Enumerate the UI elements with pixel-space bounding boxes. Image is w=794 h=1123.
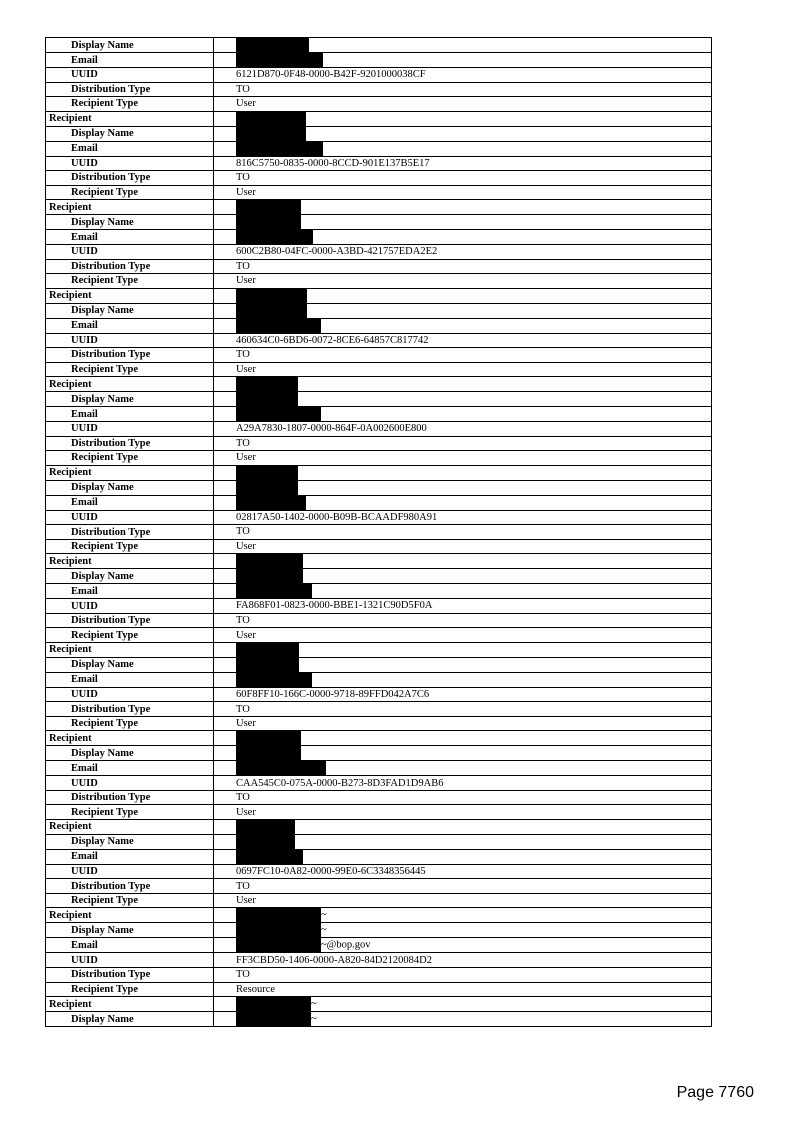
recipient-type-text: User — [236, 275, 256, 287]
display-name-value — [214, 480, 712, 495]
distribution-type-text: TO — [236, 969, 250, 981]
recipient-suffix: ~ — [321, 909, 327, 921]
recipient-type-value — [214, 805, 712, 820]
row-recipient — [46, 554, 712, 569]
display-name-value — [214, 38, 712, 53]
row-distribution-type — [46, 525, 712, 540]
uuid-value — [214, 333, 712, 348]
redaction-block — [236, 142, 323, 156]
distribution-type-text: TO — [236, 526, 250, 538]
row-recipient-type — [46, 893, 712, 908]
display-name-value — [214, 657, 712, 672]
display-name-suffix: ~ — [311, 1013, 317, 1025]
uuid-text: 02817A50-1402-0000-B09B-BCAADF980A91 — [236, 512, 438, 524]
row-email — [46, 938, 712, 953]
row-uuid — [46, 687, 712, 702]
display-name-value — [214, 303, 712, 318]
row-recipient — [46, 731, 712, 746]
email-label: Email — [46, 53, 214, 68]
row-display-name — [46, 569, 712, 584]
uuid-value — [214, 864, 712, 879]
uuid-value — [214, 599, 712, 614]
email-value — [214, 849, 712, 864]
row-email — [46, 318, 712, 333]
recipient-table-body — [46, 38, 712, 1027]
email-value — [214, 230, 712, 245]
uuid-value — [214, 510, 712, 525]
row-recipient — [46, 111, 712, 126]
distribution-type-value — [214, 702, 712, 717]
email-value — [214, 318, 712, 333]
redaction-block — [236, 1012, 311, 1026]
row-recipient — [46, 642, 712, 657]
row-distribution-type — [46, 967, 712, 982]
row-recipient-type — [46, 805, 712, 820]
redaction-block — [236, 289, 307, 303]
email-value — [214, 584, 712, 599]
recipient-type-text: User — [236, 452, 256, 464]
distribution-type-value — [214, 348, 712, 363]
uuid-value — [214, 422, 712, 437]
distribution-type-value — [214, 82, 712, 97]
email-value — [214, 407, 712, 422]
recipient-value — [214, 111, 712, 126]
row-uuid — [46, 422, 712, 437]
recipient-label: Recipient — [46, 200, 214, 215]
distribution-type-label: Distribution Type — [46, 259, 214, 274]
display-name-label: Display Name — [46, 834, 214, 849]
email-label: Email — [46, 584, 214, 599]
email-label: Email — [46, 938, 214, 953]
recipient-type-text: User — [236, 363, 256, 375]
row-recipient-type — [46, 982, 712, 997]
distribution-type-label: Distribution Type — [46, 436, 214, 451]
recipient-type-value — [214, 185, 712, 200]
recipient-type-label: Recipient Type — [46, 805, 214, 820]
recipient-label: Recipient — [46, 642, 214, 657]
redaction-block — [236, 997, 311, 1011]
recipient-label: Recipient — [46, 908, 214, 923]
display-name-label: Display Name — [46, 657, 214, 672]
row-distribution-type — [46, 436, 712, 451]
distribution-type-text: TO — [236, 172, 250, 184]
redaction-block — [236, 673, 312, 687]
recipient-value — [214, 377, 712, 392]
recipient-value — [214, 642, 712, 657]
uuid-label: UUID — [46, 599, 214, 614]
display-name-label: Display Name — [46, 303, 214, 318]
distribution-type-text: TO — [236, 438, 250, 449]
row-uuid — [46, 864, 712, 879]
row-display-name — [46, 746, 712, 761]
email-label: Email — [46, 495, 214, 510]
redaction-block — [236, 112, 306, 126]
uuid-text: 0697FC10-0A82-0000-99E0-6C3348356445 — [236, 866, 426, 878]
row-recipient-type — [46, 451, 712, 466]
recipient-value — [214, 465, 712, 480]
distribution-type-label: Distribution Type — [46, 790, 214, 805]
recipient-label: Recipient — [46, 111, 214, 126]
distribution-type-value — [214, 436, 712, 451]
redaction-block — [236, 392, 298, 406]
distribution-type-text: TO — [236, 260, 250, 272]
row-display-name — [46, 834, 712, 849]
distribution-type-value — [214, 967, 712, 982]
recipient-type-label: Recipient Type — [46, 628, 214, 643]
row-uuid — [46, 156, 712, 171]
recipient-type-value — [214, 274, 712, 289]
uuid-label: UUID — [46, 245, 214, 260]
recipient-label: Recipient — [46, 731, 214, 746]
distribution-type-text: TO — [236, 792, 250, 804]
redaction-block — [236, 850, 303, 864]
distribution-type-label: Distribution Type — [46, 613, 214, 628]
redaction-block — [236, 658, 299, 672]
redaction-block — [236, 407, 321, 421]
uuid-label: UUID — [46, 864, 214, 879]
row-distribution-type — [46, 613, 712, 628]
uuid-label: UUID — [46, 68, 214, 83]
distribution-type-text: TO — [236, 349, 250, 361]
recipient-type-text: User — [236, 98, 256, 110]
distribution-type-value — [214, 879, 712, 894]
uuid-text: FF3CBD50-1406-0000-A820-84D2120084D2 — [236, 954, 433, 966]
recipient-type-value — [214, 982, 712, 997]
recipient-suffix: ~ — [311, 998, 317, 1010]
display-name-label: Display Name — [46, 215, 214, 230]
row-uuid — [46, 68, 712, 83]
row-email — [46, 672, 712, 687]
distribution-type-value — [214, 259, 712, 274]
row-uuid — [46, 953, 712, 968]
recipient-type-value — [214, 451, 712, 466]
email-label: Email — [46, 407, 214, 422]
email-label: Email — [46, 230, 214, 245]
recipient-value — [214, 819, 712, 834]
row-recipient — [46, 465, 712, 480]
uuid-value — [214, 245, 712, 260]
row-recipient-type — [46, 185, 712, 200]
row-recipient — [46, 819, 712, 834]
email-label: Email — [46, 141, 214, 156]
redaction-block — [236, 377, 298, 391]
redaction-block — [236, 746, 301, 760]
redaction-block — [236, 230, 313, 244]
recipient-type-label: Recipient Type — [46, 893, 214, 908]
recipient-type-text: User — [236, 806, 256, 818]
row-display-name — [46, 215, 712, 230]
distribution-type-label: Distribution Type — [46, 967, 214, 982]
redaction-block — [236, 496, 306, 510]
recipient-value — [214, 554, 712, 569]
email-label: Email — [46, 849, 214, 864]
distribution-type-text: TO — [236, 615, 250, 627]
recipient-type-value — [214, 362, 712, 377]
recipient-label: Recipient — [46, 554, 214, 569]
display-name-value — [214, 126, 712, 141]
row-display-name — [46, 923, 712, 938]
row-distribution-type — [46, 259, 712, 274]
row-uuid — [46, 333, 712, 348]
row-email — [46, 141, 712, 156]
distribution-type-label: Distribution Type — [46, 702, 214, 717]
distribution-type-text: TO — [236, 703, 250, 715]
recipient-type-value — [214, 628, 712, 643]
row-distribution-type — [46, 171, 712, 186]
row-display-name — [46, 1012, 712, 1027]
uuid-value — [214, 156, 712, 171]
display-name-value — [214, 215, 712, 230]
row-display-name — [46, 38, 712, 53]
email-label: Email — [46, 318, 214, 333]
recipient-type-label: Recipient Type — [46, 716, 214, 731]
display-name-value — [214, 569, 712, 584]
row-uuid — [46, 510, 712, 525]
recipient-value — [214, 731, 712, 746]
redaction-block — [236, 569, 303, 583]
uuid-text: CAA545C0-075A-0000-B273-8D3FAD1D9AB6 — [236, 777, 444, 789]
display-name-value — [214, 923, 712, 938]
row-recipient-type — [46, 539, 712, 554]
display-name-label: Display Name — [46, 746, 214, 761]
row-uuid — [46, 776, 712, 791]
distribution-type-value — [214, 613, 712, 628]
display-name-suffix: ~ — [321, 924, 327, 936]
uuid-text: 816C5750-0835-0000-8CCD-901E137B5E17 — [236, 157, 430, 169]
uuid-label: UUID — [46, 687, 214, 702]
distribution-type-text: TO — [236, 880, 250, 892]
email-value — [214, 672, 712, 687]
email-value — [214, 761, 712, 776]
uuid-value — [214, 68, 712, 83]
row-email — [46, 584, 712, 599]
recipient-type-text: User — [236, 718, 256, 730]
recipient-value — [214, 200, 712, 215]
redaction-block — [236, 304, 307, 318]
distribution-type-label: Distribution Type — [46, 82, 214, 97]
row-email — [46, 495, 712, 510]
display-name-value — [214, 1012, 712, 1027]
recipient-type-text: User — [236, 895, 256, 907]
distribution-type-label: Distribution Type — [46, 879, 214, 894]
row-email — [46, 230, 712, 245]
recipient-type-label: Recipient Type — [46, 451, 214, 466]
distribution-type-label: Distribution Type — [46, 171, 214, 186]
row-recipient — [46, 908, 712, 923]
display-name-label: Display Name — [46, 569, 214, 584]
redaction-block — [236, 127, 306, 141]
redaction-block — [236, 761, 326, 775]
redaction-block — [236, 200, 301, 214]
page-number: Page 7760 — [676, 1084, 754, 1101]
recipient-value — [214, 288, 712, 303]
redaction-block — [236, 731, 301, 745]
recipient-label: Recipient — [46, 465, 214, 480]
recipient-type-value — [214, 539, 712, 554]
uuid-label: UUID — [46, 776, 214, 791]
distribution-type-label: Distribution Type — [46, 348, 214, 363]
email-value — [214, 495, 712, 510]
recipient-label: Recipient — [46, 997, 214, 1012]
row-display-name — [46, 126, 712, 141]
recipient-type-label: Recipient Type — [46, 274, 214, 289]
email-value — [214, 53, 712, 68]
redaction-block — [236, 466, 298, 480]
redaction-block — [236, 908, 321, 922]
display-name-label: Display Name — [46, 923, 214, 938]
recipient-type-text: User — [236, 186, 256, 198]
row-recipient — [46, 997, 712, 1012]
row-recipient — [46, 288, 712, 303]
display-name-label: Display Name — [46, 392, 214, 407]
display-name-label: Display Name — [46, 480, 214, 495]
row-uuid — [46, 599, 712, 614]
display-name-value — [214, 834, 712, 849]
row-recipient-type — [46, 362, 712, 377]
recipient-type-text: User — [236, 629, 256, 641]
display-name-label: Display Name — [46, 1012, 214, 1027]
row-display-name — [46, 392, 712, 407]
row-distribution-type — [46, 82, 712, 97]
uuid-label: UUID — [46, 422, 214, 437]
redaction-block — [236, 481, 298, 495]
email-suffix: ~@bop.gov — [321, 939, 371, 951]
uuid-value — [214, 776, 712, 791]
redaction-block — [236, 215, 301, 229]
distribution-type-label: Distribution Type — [46, 525, 214, 540]
email-value — [214, 938, 712, 953]
email-label: Email — [46, 761, 214, 776]
distribution-type-value — [214, 171, 712, 186]
row-recipient-type — [46, 716, 712, 731]
uuid-value — [214, 687, 712, 702]
recipient-label: Recipient — [46, 377, 214, 392]
row-uuid — [46, 245, 712, 260]
redaction-block — [236, 820, 295, 834]
redaction-block — [236, 319, 321, 333]
display-name-value — [214, 746, 712, 761]
uuid-text: FA868F01-0823-0000-BBE1-1321C90D5F0A — [236, 600, 433, 612]
row-recipient — [46, 200, 712, 215]
row-distribution-type — [46, 702, 712, 717]
row-email — [46, 53, 712, 68]
uuid-text: 600C2B80-04FC-0000-A3BD-421757EDA2E2 — [236, 246, 438, 258]
recipient-label: Recipient — [46, 288, 214, 303]
uuid-label: UUID — [46, 510, 214, 525]
recipient-type-value — [214, 716, 712, 731]
uuid-text: 60F8FF10-166C-0000-9718-89FFD042A7C6 — [236, 689, 430, 701]
email-label: Email — [46, 672, 214, 687]
redaction-block — [236, 38, 309, 52]
recipient-type-text: Resource — [236, 983, 276, 995]
distribution-type-value — [214, 790, 712, 805]
redaction-block — [236, 835, 295, 849]
display-name-label: Display Name — [46, 126, 214, 141]
uuid-label: UUID — [46, 333, 214, 348]
redaction-block — [236, 938, 321, 952]
recipient-type-text: User — [236, 541, 256, 553]
recipient-table — [45, 37, 712, 1027]
uuid-label: UUID — [46, 953, 214, 968]
row-display-name — [46, 303, 712, 318]
recipient-value — [214, 997, 712, 1012]
row-distribution-type — [46, 790, 712, 805]
row-display-name — [46, 657, 712, 672]
recipient-type-label: Recipient Type — [46, 539, 214, 554]
display-name-value — [214, 392, 712, 407]
redaction-block — [236, 53, 323, 67]
row-email — [46, 849, 712, 864]
row-recipient-type — [46, 628, 712, 643]
uuid-value — [214, 953, 712, 968]
row-distribution-type — [46, 879, 712, 894]
redaction-block — [236, 554, 303, 568]
recipient-label: Recipient — [46, 819, 214, 834]
recipient-type-label: Recipient Type — [46, 185, 214, 200]
redaction-block — [236, 923, 321, 937]
redaction-block — [236, 643, 299, 657]
uuid-text: A29A7830-1807-0000-864F-0A002600E800 — [236, 423, 427, 435]
row-display-name — [46, 480, 712, 495]
row-distribution-type — [46, 348, 712, 363]
recipient-type-label: Recipient Type — [46, 982, 214, 997]
row-recipient-type — [46, 274, 712, 289]
uuid-text: 6121D870-0F48-0000-B42F-9201000038CF — [236, 69, 426, 81]
row-email — [46, 761, 712, 776]
uuid-text: 460634C0-6BD6-0072-8CE6-64857C817742 — [236, 334, 429, 346]
row-email — [46, 407, 712, 422]
uuid-label: UUID — [46, 156, 214, 171]
recipient-type-label: Recipient Type — [46, 362, 214, 377]
row-recipient — [46, 377, 712, 392]
recipient-type-value — [214, 893, 712, 908]
distribution-type-text: TO — [236, 83, 250, 95]
email-value — [214, 141, 712, 156]
redaction-block — [236, 584, 312, 598]
recipient-type-label: Recipient Type — [46, 97, 214, 112]
distribution-type-value — [214, 525, 712, 540]
recipient-value — [214, 908, 712, 923]
display-name-label: Display Name — [46, 38, 214, 53]
row-recipient-type — [46, 97, 712, 112]
recipient-type-value — [214, 97, 712, 112]
